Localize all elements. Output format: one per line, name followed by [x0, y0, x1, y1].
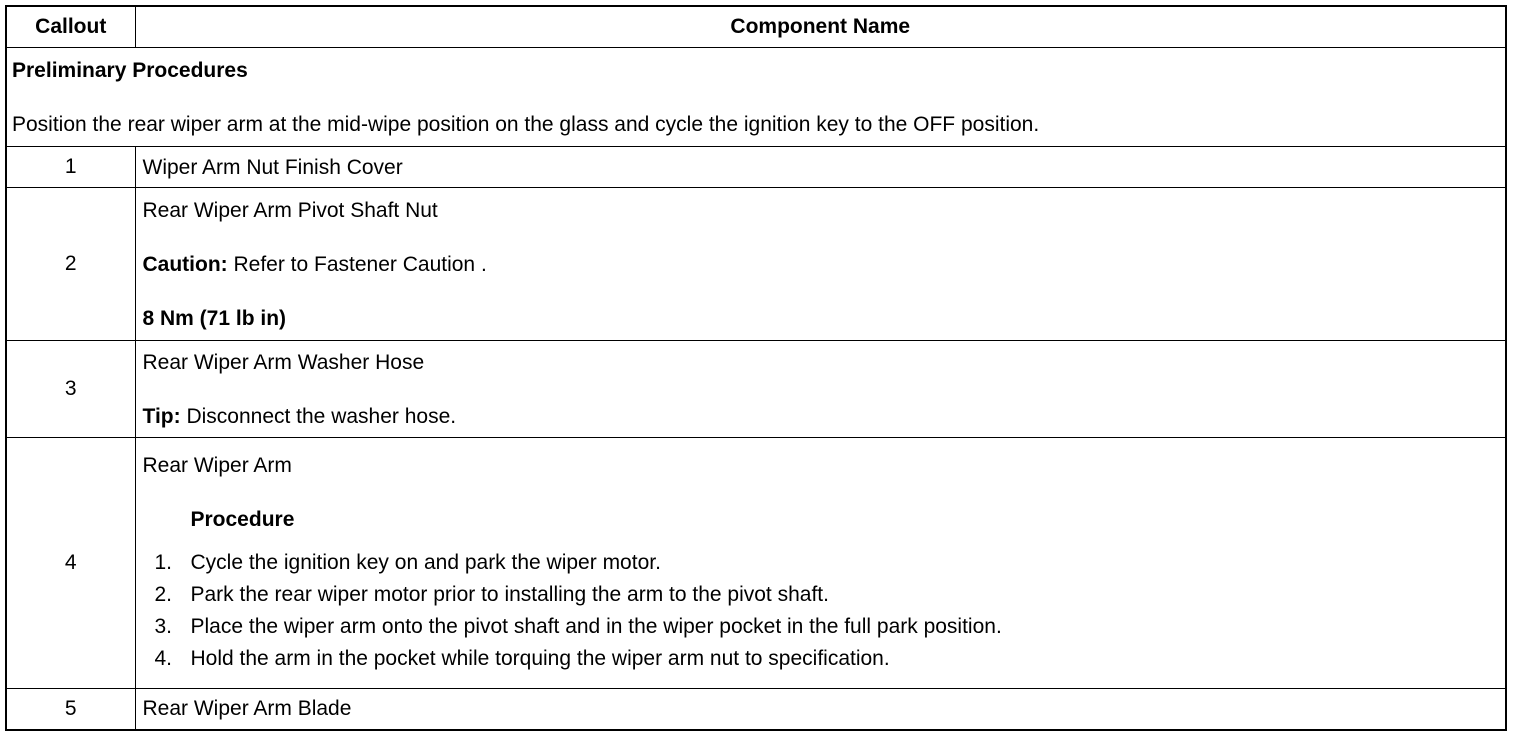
table-row	[6, 188, 1506, 341]
callout-cell: 5	[6, 689, 135, 730]
table-row	[6, 689, 1506, 730]
list-item	[143, 547, 1506, 579]
component-name: Rear Wiper Arm Washer Hose	[142, 350, 425, 374]
step-text: Park the rear wiper motor prior to installing the arm to the pivot shaft.	[190, 582, 829, 606]
component-cell	[135, 689, 1506, 730]
component-name-header: Component Name	[135, 6, 1506, 48]
step-number: 3.	[154, 614, 173, 638]
component-cell	[135, 438, 1506, 689]
procedure-steps	[143, 547, 1506, 675]
component-name: Rear Wiper Arm Blade	[142, 697, 352, 721]
torque-spec: 8 Nm (71 lb in)	[142, 306, 287, 330]
table-row	[6, 147, 1506, 188]
list-item	[143, 579, 1506, 611]
preliminary-row	[6, 48, 1506, 147]
component-cell	[135, 341, 1506, 438]
tip-text: Disconnect the washer hose.	[180, 404, 457, 428]
caution-text: Refer to Fastener Caution .	[227, 252, 487, 276]
caution-note	[143, 251, 1506, 278]
step-number: 2.	[154, 582, 173, 606]
callout-cell: 3	[6, 341, 135, 438]
callout-header: Callout	[6, 6, 135, 48]
preliminary-title: Preliminary Procedures	[12, 58, 248, 82]
table-header-row	[6, 6, 1506, 48]
component-cell	[135, 147, 1506, 188]
preliminary-cell	[6, 48, 1506, 147]
list-item	[143, 643, 1506, 675]
component-name: Rear Wiper Arm Pivot Shaft Nut	[142, 198, 438, 222]
step-number: 4.	[154, 646, 173, 670]
callout-cell: 4	[6, 438, 135, 689]
preliminary-text: Position the rear wiper arm at the mid-wipe position on the glass and cycle the ignition key to the OFF position.	[12, 112, 1040, 136]
component-name: Wiper Arm Nut Finish Cover	[142, 155, 403, 179]
step-text: Cycle the ignition key on and park the wiper motor.	[190, 550, 661, 574]
step-number: 1.	[154, 550, 173, 574]
list-item	[143, 611, 1506, 643]
component-table	[5, 5, 1507, 731]
component-name: Rear Wiper Arm	[142, 453, 292, 477]
caution-label: Caution:	[142, 252, 228, 276]
step-text: Hold the arm in the pocket while torquing the wiper arm nut to specification.	[190, 646, 890, 670]
tip-label: Tip:	[142, 404, 181, 428]
tip-note	[143, 403, 1506, 430]
table-row	[6, 341, 1506, 438]
component-cell	[135, 188, 1506, 341]
procedure-heading: Procedure	[190, 507, 295, 531]
table-row	[6, 438, 1506, 689]
callout-cell: 2	[6, 188, 135, 341]
step-text: Place the wiper arm onto the pivot shaft and in the wiper pocket in the full park position.	[190, 614, 1002, 638]
callout-cell: 1	[6, 147, 135, 188]
